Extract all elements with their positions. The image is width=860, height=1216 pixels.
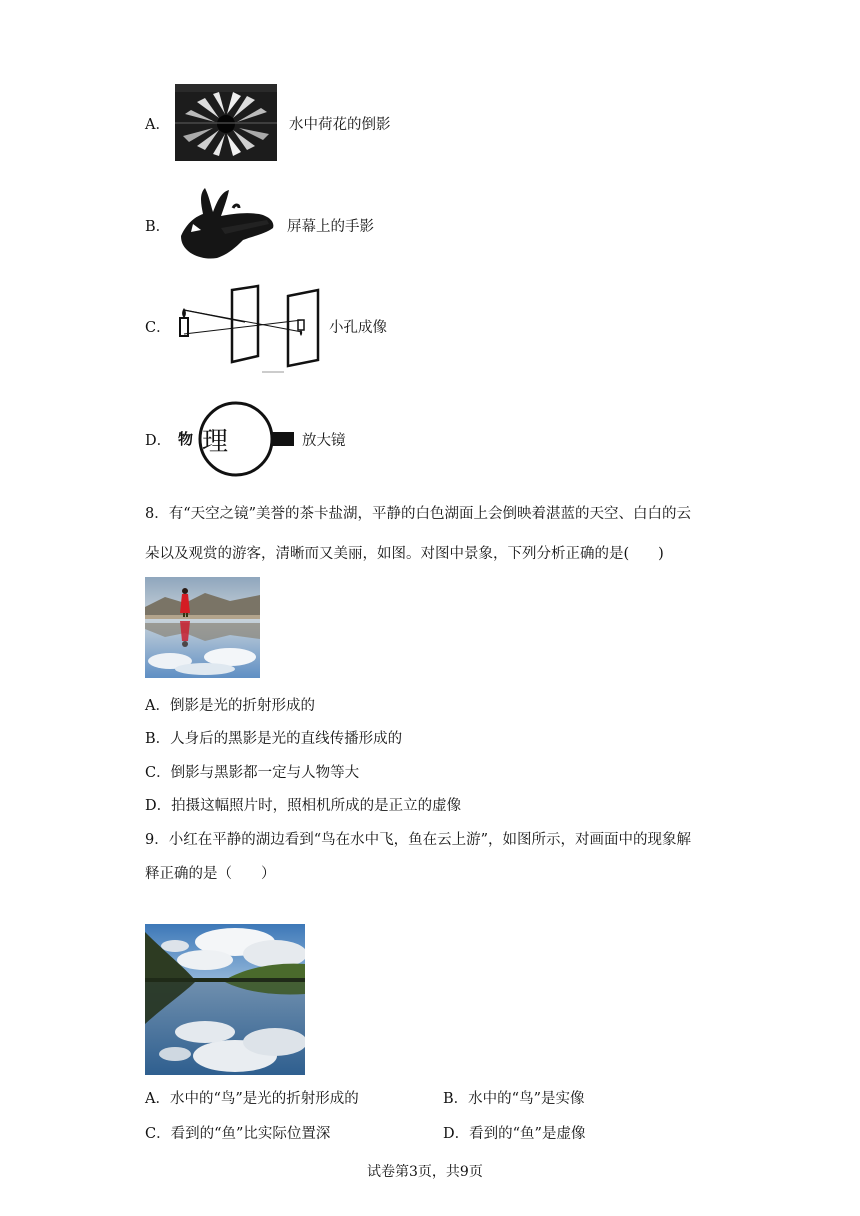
lake-reflection-photo (145, 924, 305, 1075)
q7-option-d-letter: D． (145, 433, 172, 449)
page-footer: 试卷第3页，共9页 (367, 1164, 483, 1180)
pinhole-camera-image (172, 284, 324, 374)
salt-lake-photo (145, 577, 260, 678)
q8-stem-line1: 8．有“天空之镜”美誉的茶卡盐湖，平静的白色湖面上会倒映着湛蓝的天空、白白的云 (145, 506, 692, 522)
q9-option-a: A．水中的“鸟”是光的折射形成的 (145, 1091, 359, 1107)
q7-option-c-label: 小孔成像 (329, 320, 387, 336)
q8-option-a: A．倒影是光的折射形成的 (145, 698, 315, 714)
q8-option-d: D．拍摄这幅照片时，照相机所成的是正立的虚像 (145, 798, 462, 814)
q8-option-c: C．倒影与黑影都一定与人物等大 (145, 765, 360, 781)
q8-stem-line2: 朵以及观赏的游客，清晰而又美丽，如图。对图中景象，下列分析正确的是( ) (145, 546, 664, 562)
magnifier-image (172, 398, 296, 480)
q9-option-c: C．看到的“鱼”比实际位置深 (145, 1126, 331, 1142)
q7-option-b-label: 屏幕上的手影 (287, 219, 374, 235)
magnifier-text-small: 物 (178, 430, 194, 448)
q8-option-b: B．人身后的黑影是光的直线传播形成的 (145, 731, 403, 747)
q9-stem-line1: 9．小红在平静的湖边看到“鸟在水中飞，鱼在云上游”，如图所示，对画面中的现象解 (145, 832, 692, 848)
q7-option-d-label: 放大镜 (302, 433, 346, 449)
q7-option-a-letter: A． (145, 117, 170, 133)
q9-option-d: D．看到的“鱼”是虚像 (443, 1126, 586, 1142)
lotus-reflection-image (175, 84, 277, 161)
q7-option-c-letter: C． (145, 320, 171, 336)
hand-shadow-image (173, 184, 277, 262)
q9-stem-line2: 释正确的是（ ） (145, 866, 276, 882)
q9-option-b: B．水中的“鸟”是实像 (443, 1091, 585, 1107)
q7-option-b-letter: B． (145, 219, 171, 235)
q7-option-a-label: 水中荷花的倒影 (289, 117, 391, 133)
magnifier-text-large: 理 (202, 427, 229, 457)
